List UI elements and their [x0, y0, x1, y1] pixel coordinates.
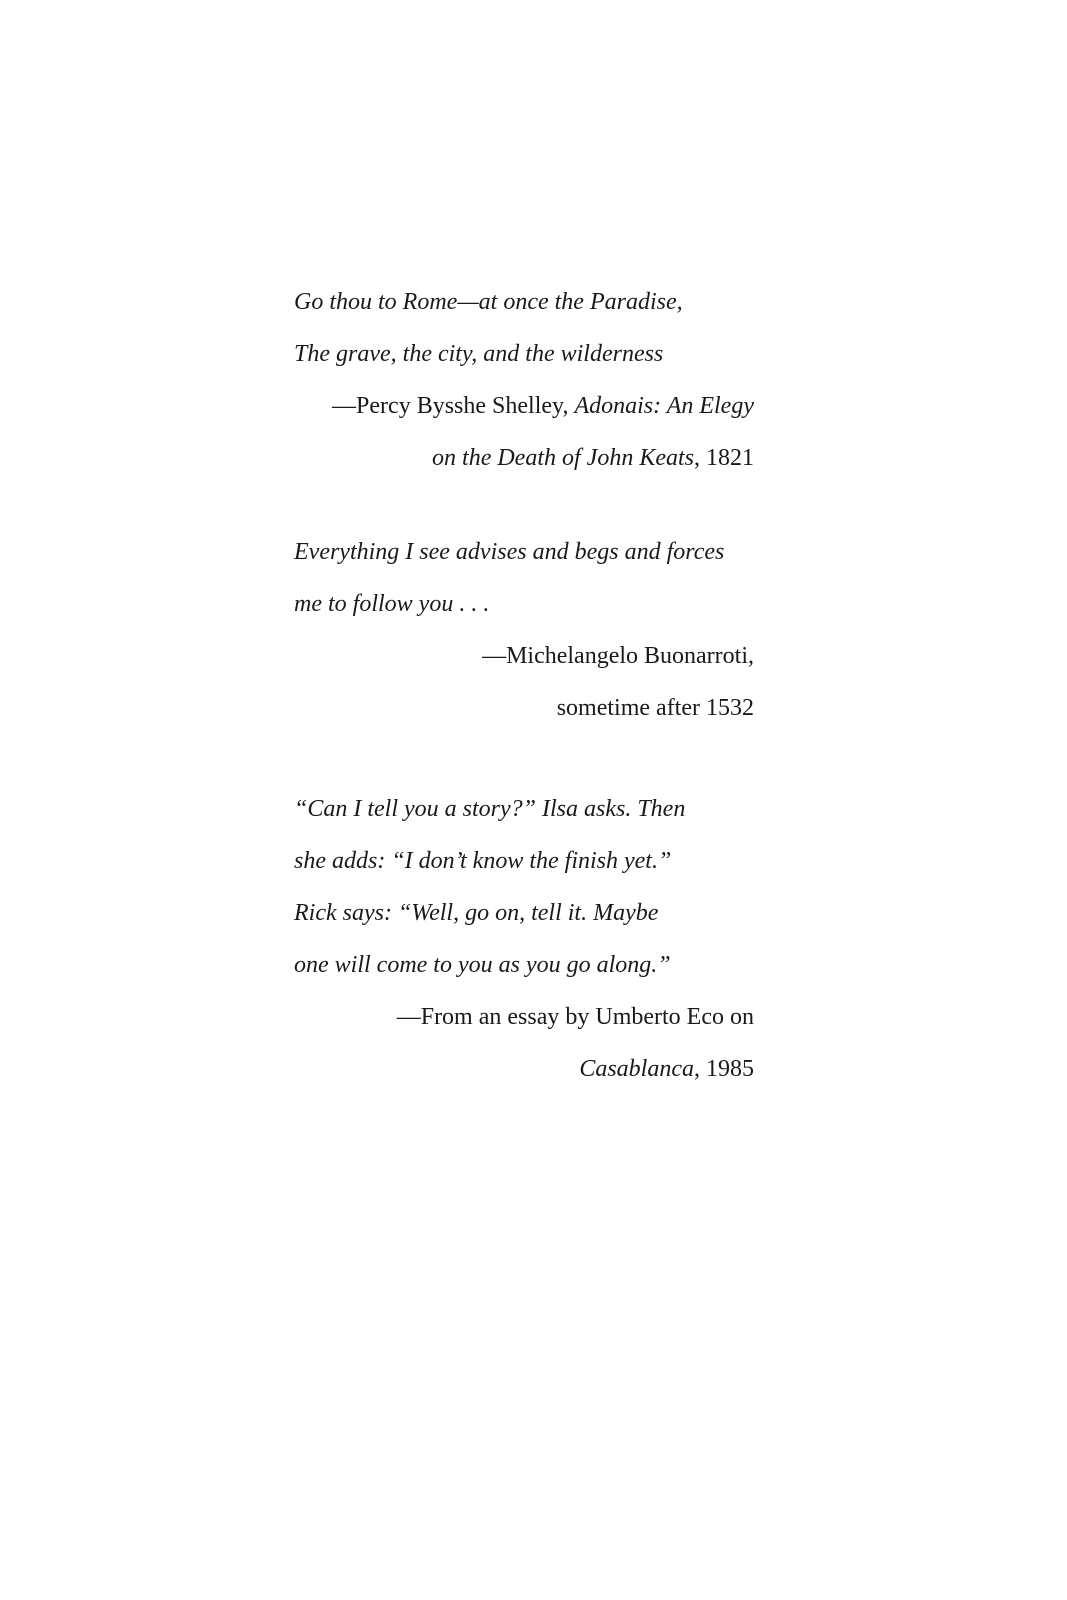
epigraph-shelley [294, 276, 754, 484]
attribution-author: —From an essay by Umberto Eco on [396, 1004, 754, 1030]
attribution-date: sometime after 1532 [556, 695, 754, 721]
quote-line: Everything I see advises and begs and forces [294, 539, 725, 565]
quote-line: Rick says: “Well, go on, tell it. Maybe [294, 900, 659, 926]
attribution-work: Casablanca [579, 1056, 694, 1082]
attribution-date: , 1985 [694, 1056, 754, 1082]
attribution-author: —Michelangelo Buonarroti, [482, 643, 754, 669]
quote-line: me to follow you . . . [294, 591, 490, 617]
attribution-work: on the Death of John Keats [432, 445, 694, 471]
attribution-work: Adonais: An Elegy [574, 393, 754, 419]
quote-line: she adds: “I don’t know the finish yet.” [294, 848, 672, 874]
attribution-line [294, 1043, 754, 1095]
quote-line: The grave, the city, and the wilderness [294, 341, 664, 367]
quote-line: “Can I tell you a story?” Ilsa asks. Then [294, 796, 686, 822]
attribution-line [294, 380, 754, 432]
epigraph-michelangelo [294, 526, 754, 734]
epigraph-eco [294, 783, 754, 1095]
attribution-line [294, 432, 754, 484]
quote-line: one will come to you as you go along.” [294, 952, 671, 978]
attribution-author: —Percy Bysshe Shelley, [332, 393, 575, 419]
attribution-date: , 1821 [694, 445, 754, 471]
quote-line: Go thou to Rome—at once the Paradise, [294, 289, 683, 315]
